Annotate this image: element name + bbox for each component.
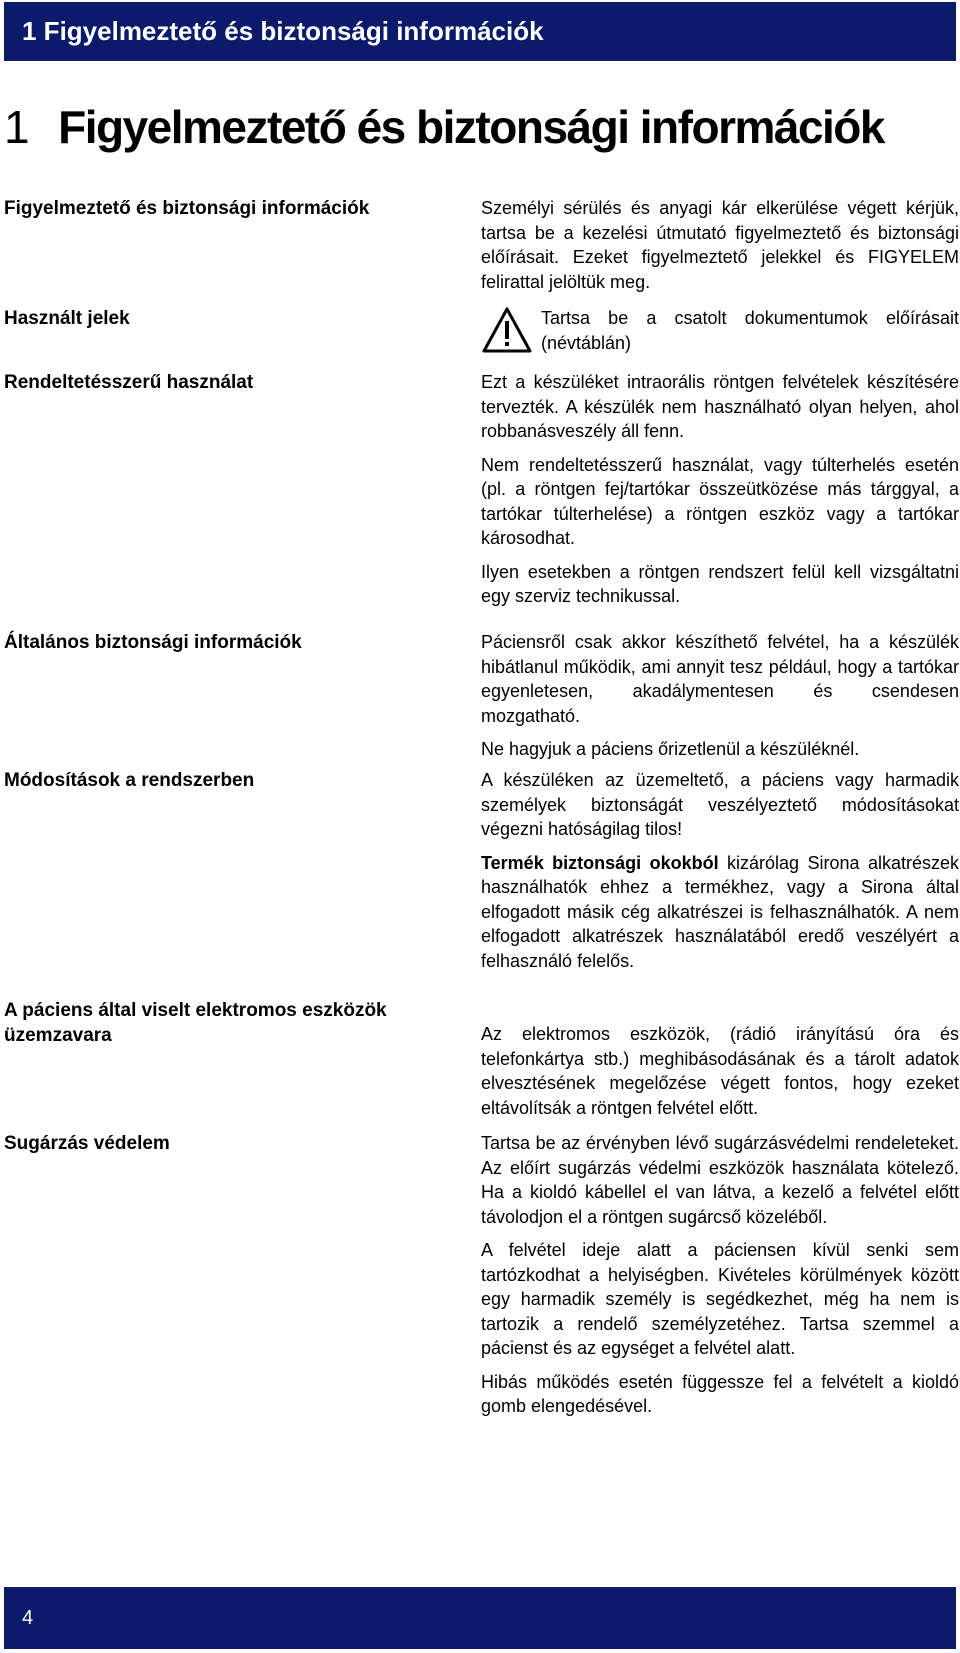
paragraph: Páciensről csak akkor készíthető felvétel, ha a készülék hibátlanul működik, ami annyit tesz például, hogy a tartókar egyenletesen, akadálymentesen és csendesen mozgatható.	[481, 632, 959, 726]
paragraph: Ilyen esetekben a röntgen rendszert felül kell vizsgáltatni egy szerviz technikussal.	[481, 561, 959, 606]
section-label: Sugárzás védelem	[4, 1133, 170, 1154]
section-label: Általános biztonsági információk	[4, 632, 302, 653]
chapter-title	[4, 100, 956, 154]
section-label: Módosítások a rendszerben	[4, 770, 255, 791]
chapter-number: 1	[4, 101, 29, 153]
section-body	[481, 630, 959, 771]
bold-lead: Termék biztonsági okokból	[481, 852, 719, 873]
section-body	[481, 196, 959, 303]
paragraph: Személyi sérülés és anyagi kár elkerülése végett kérjük, tartsa be a kezelési útmutató figyelmeztető és biztonsági előírásait. Ezeket figyelmeztető jelekkel és FIGYELEM felirattal jelöltük meg.	[481, 198, 959, 292]
section-label: Rendeltetésszerű használat	[4, 372, 254, 393]
paragraph: A felvétel ideje alatt a páciensen kívül senki sem tartózkodhat a helyiségben. Kivételes körülmények között egy harmadik személy is segédkezhet, még ha nem is tartozik a rendelő személyzetéhez. Tartsa szemmel a pácienst és az egységet a felvétel alatt.	[481, 1240, 959, 1358]
paragraph: Hibás működés esetén függessze fel a felvételt a kioldó gomb elengedésével.	[481, 1371, 959, 1416]
header-bar	[4, 2, 956, 61]
header-title: 1 Figyelmeztető és biztonsági információk	[22, 16, 544, 46]
paragraph: Tartsa be az érvényben lévő sugárzásvédelmi rendeleteket. Az előírt sugárzás védelmi eszközök használata kötelező. Ha a kioldó kábellel el van látva, a kezelő a felvétel előtt távolodjon el a röntgen sugárcső közeléből.	[481, 1133, 959, 1227]
section-body	[481, 370, 959, 618]
section-body	[481, 1022, 959, 1129]
page-number: 4	[22, 1606, 34, 1629]
paragraph-rest: kizárólag Sirona alkatrészek használhatók ehhez a termékhez, vagy a Sirona által elfogadott másik cég alkatrészei is felhasználhatók. A nem elfogadott alkatrészek használatából eredő veszélyért a felhasználó felelős.	[481, 852, 959, 971]
section-label: Figyelmeztető és biztonsági információk	[4, 198, 370, 219]
section-body	[481, 306, 959, 355]
section-body	[481, 768, 959, 982]
warning-row	[481, 306, 959, 355]
paragraph: Ne hagyjuk a páciens őrizetlenül a készüléknél.	[481, 739, 860, 759]
paragraph: Tartsa be a csatolt dokumentumok előírásait (névtáblán)	[541, 308, 959, 353]
paragraph: Nem rendeltetésszerű használat, vagy túlterhelés esetén (pl. a röntgen fej/tartókar összeütközése más tárggyal, a tartókar túlterhelése) a röntgen eszköz vagy a tartókar károsodhat.	[481, 454, 959, 548]
paragraph-product-safety	[481, 851, 959, 974]
paragraph: Az elektromos eszközök, (rádió irányítású óra és telefonkártya stb.) meghibásodásának és a tárolt adatok elvesztésének megelőzése végett fontos, hogy ezeket eltávolítsák a röntgen felvétel előtt.	[481, 1024, 959, 1118]
section-body	[481, 1131, 959, 1428]
paragraph: A készüléken az üzemeltető, a páciens vagy harmadik személyek biztonságát veszélyeztető módosításokat végezni hatóságilag tilos!	[481, 770, 959, 839]
warning-triangle-icon	[481, 306, 533, 354]
section-label: A páciens által viselt elektromos eszközök üzemzavara	[4, 1000, 387, 1046]
section-label: Használt jelek	[4, 308, 130, 329]
chapter-title-text: Figyelmeztető és biztonsági információk	[58, 101, 884, 153]
footer-bar	[4, 1587, 956, 1649]
paragraph: Ezt a készüléket intraorális röntgen felvételek készítésére tervezték. A készülék nem használható olyan helyen, ahol robbanásveszély áll fenn.	[481, 372, 959, 441]
